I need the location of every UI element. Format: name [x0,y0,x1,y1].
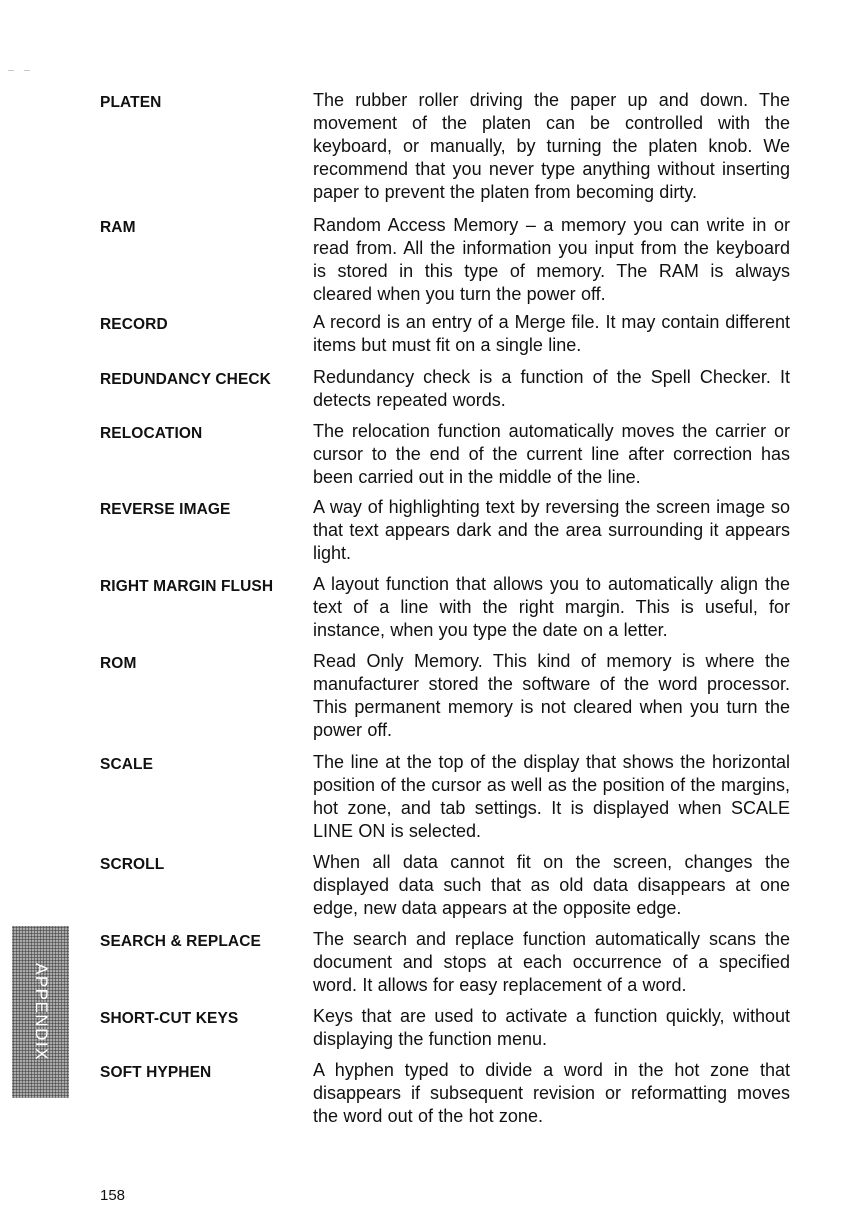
glossary-term: PLATEN [100,94,162,111]
glossary-definition: The relocation function automatically moves the carrier or cursor to the end of the current line after correction has been carried out in the middle of the line. [313,421,790,487]
glossary-term: SOFT HYPHEN [100,1064,212,1081]
glossary-entry [100,1059,790,1128]
appendix-tab [12,926,69,1098]
glossary-term: RIGHT MARGIN FLUSH [100,578,274,595]
glossary-definition: When all data cannot fit on the screen, changes the displayed data such that as old data disappears at one edge, new data appears at the opposite edge. [313,852,790,918]
glossary-definition: Read Only Memory. This kind of memory is where the manufacturer stored the software of the word processor. This permanent memory is not cleared when you turn the power off. [313,651,790,740]
glossary-definition: The search and replace function automatically scans the document and stops at each occurrence of a specified word. It allows for easy replacement of a word. [313,929,790,995]
glossary-entry [100,214,790,306]
glossary-entry [100,420,790,489]
page-number: 158 [100,1187,126,1204]
glossary-definition: A way of highlighting text by reversing the screen image so that text appears dark and the area surrounding it appears light. [313,497,790,563]
glossary-entry [100,89,790,204]
glossary-entry [100,928,790,997]
glossary-entry [100,851,790,920]
glossary-definition: Redundancy check is a function of the Spell Checker. It detects repeated words. [313,367,790,410]
glossary-term: RAM [100,219,136,236]
glossary-definition: A record is an entry of a Merge file. It may contain different items but must fit on a single line. [313,312,790,355]
glossary-definition: Keys that are used to activate a function quickly, without displaying the function menu. [313,1006,790,1049]
scan-mark [24,70,30,71]
glossary-term: REVERSE IMAGE [100,501,231,518]
glossary-definition: A hyphen typed to divide a word in the hot zone that disappears if subsequent revision or reformatting moves the word out of the hot zone. [313,1060,790,1126]
glossary-definition: The rubber roller driving the paper up and down. The movement of the platen can be controlled with the keyboard, or manually, by turning the platen knob. We recommend that you never type anything without inserting paper to prevent the platen from becoming dirty. [313,90,790,202]
glossary-term: SCROLL [100,856,165,873]
glossary-entry [100,751,790,843]
scan-mark [8,70,14,71]
glossary-term: REDUNDANCY CHECK [100,371,271,388]
glossary-definition: The line at the top of the display that shows the horizontal position of the cursor as well as the position of the margins, hot zone, and tab settings. It is displayed when SCALE LINE ON is selected. [313,752,790,841]
glossary-entry [100,311,790,357]
glossary-term: ROM [100,655,137,672]
glossary-term: SCALE [100,756,154,773]
glossary-definition: Random Access Memory – a memory you can write in or read from. All the information you input from the keyboard is stored in this type of memory. The RAM is always cleared when you turn the power off. [313,215,790,304]
glossary-term: RELOCATION [100,425,203,442]
glossary-entry [100,650,790,742]
glossary-entry [100,366,790,412]
glossary-entry [100,1005,790,1051]
glossary-entry [100,573,790,642]
glossary-term: RECORD [100,316,168,333]
glossary-term: SHORT-CUT KEYS [100,1010,239,1027]
glossary-term: SEARCH & REPLACE [100,933,261,950]
glossary-definition: A layout function that allows you to automatically align the text of a line with the right margin. This is useful, for instance, when you type the date on a letter. [313,574,790,640]
glossary-entry [100,496,790,565]
appendix-tab-label: APPENDIX [31,963,51,1061]
